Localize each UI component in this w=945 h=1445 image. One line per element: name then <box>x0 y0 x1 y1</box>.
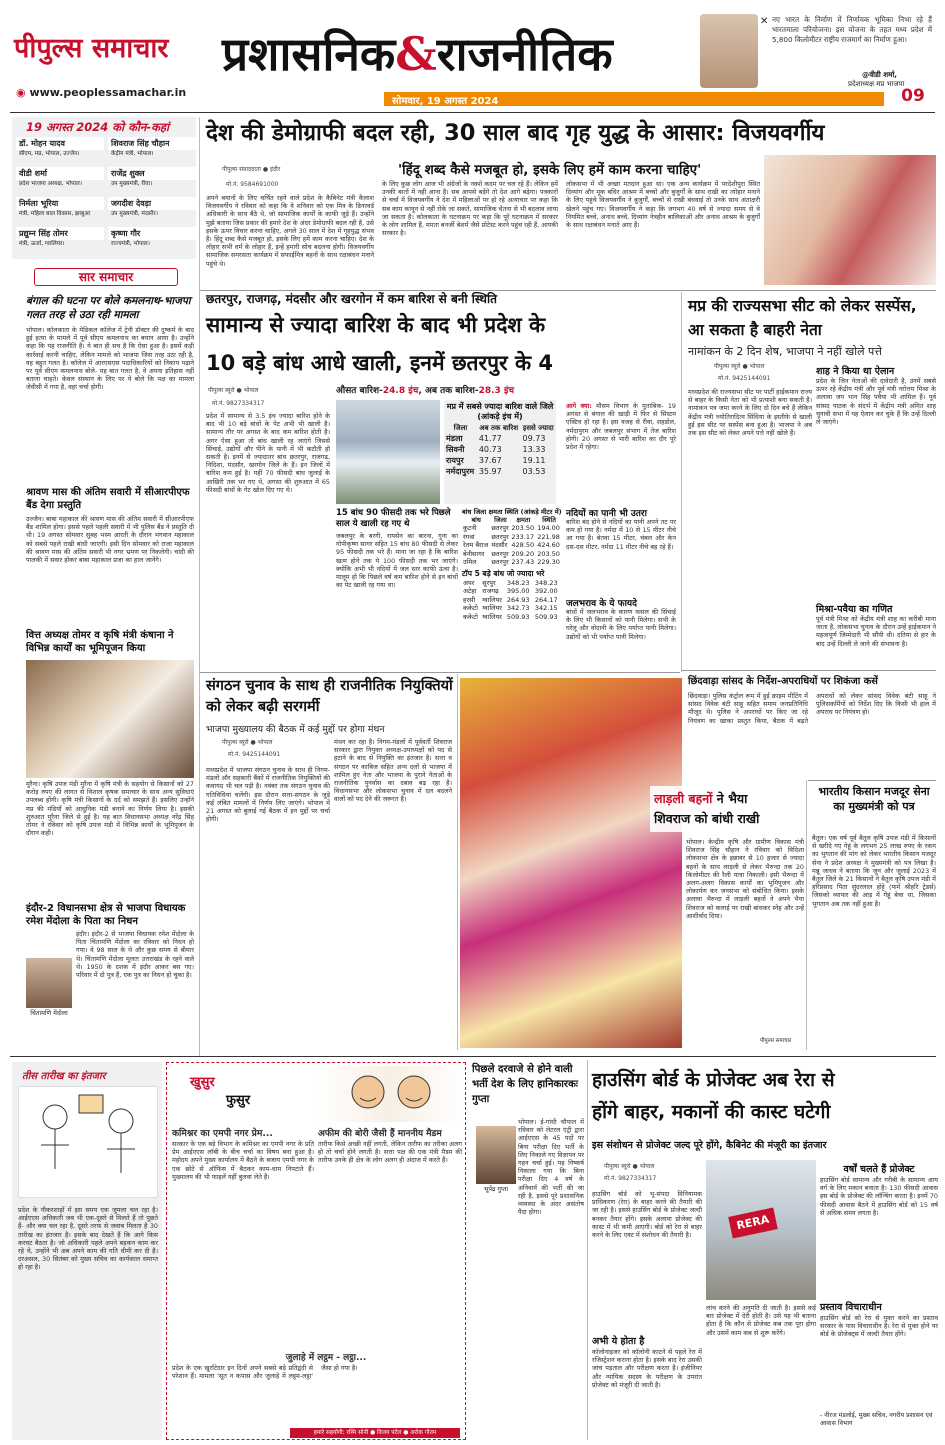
section-title-part1: प्रशासनिक <box>222 27 396 81</box>
rain-now: 28.3 इंच <box>478 386 515 396</box>
lead-photo <box>764 155 936 285</box>
housing-side-body: हाउसिंग बोर्ड सामान्य और गरीबी के सामान्य आय वर्ग के लिए मकान बनाता है। 130 फीसदी आवास इस बोर्ड के प्रोजेक्ट की लॉन्चिंग करता है। इनमें 70 फीसदी आवास बैठने में हाउसिंग बोर्ड को 15 वर्ष से अधिक समय लगता है। <box>820 1176 938 1217</box>
table-row <box>462 541 562 550</box>
saar-label: सार समाचार <box>34 268 178 286</box>
lead-col2: के लिए कुछ लोग आज भी अंग्रेजों के नक्शे कदम पर चल रहे हैं। लेकिन हमें उनकी बातों में नहीं आना है। सब आपसे बड़ेंगे तो देश आगे बढ़ेगा। पत्रकारों से चर्चा में विजयवर्गीय ने देश में महिलाओं पर हो रहे अत्याचार पर कहा कि सब काम कानून से नहीं रोके जा सकते, सामाजिक चेतना से भी बदलाव लाया जा सकता है। कोलकाता के घटनाक्रम पर कहा कि पूरे घटनाक्रम में सरकार के लोग शामिल हैं, ममता बनर्जी बेशर्म जैसे प्रोटेस्ट करने पहुंच रही हैं, आपकी सरकार है। <box>382 180 558 238</box>
section-title-amp: & <box>395 27 437 81</box>
sangathan-col1: मध्यप्रदेश में भाजपा संगठन चुनाव के साथ ही निगम-मंडलों और सहकारी बैंकों में राजनीतिक नियुक्तियों की कवायद भी चल पड़ी है। नवंबर तक संगठन चुनाव की गतिविधियां चलेंगी। इस दौरान सत्ता-संगठन के जुड़े कई लंबित मामलों में निर्णय लिए जाएंगे। भोपाल में 21 अगस्त को बुलाई गई बैठक में इन मुद्दों पर चर्चा होगी। <box>206 766 330 824</box>
forecast-text: मौसम विभाग के मुताबिक- 19 अगस्त से बंगाल की खाड़ी में फिर से सिस्टम एक्टिव हो रहा है। इस वजह से रीवा, शहडोल, नर्मदापुरम और जबलपुर संभाग में तेज बारिश होगी। 20 अगस्त से भारी बारिश का दौर पूरे प्रदेश में रहेगा। <box>566 402 676 452</box>
lead-phone: मो.नं. 9584691000 <box>226 181 279 188</box>
masthead-rule <box>10 112 935 113</box>
table-header: क्षमता <box>516 516 531 524</box>
table-cell: 41.77 <box>478 434 502 443</box>
table-cell: हरसी <box>463 595 476 604</box>
table-row <box>462 613 562 622</box>
kaun-kahan-person <box>108 167 196 195</box>
khusur-label-top: खुसुर <box>190 1075 215 1090</box>
table-cell: 348.23 <box>534 578 558 587</box>
rajyasabha-side2-body: पूर्व मंत्री मिश्रा को केंद्रीय मंत्री शाह का करीबी माना जाता है, लोकसभा चुनाव के दौरान उन्हें हाईकमान ने महत्वपूर्ण जिम्मेदारी भी सौंपी थी। दतिया से हार के बाद उन्हें दिल्ली ले जाने की संभावना है। <box>816 615 936 648</box>
khusur-cartoon <box>318 1066 462 1122</box>
table-cell: 428.50 <box>511 541 535 549</box>
dams-table3-title: टॉप 5 बड़े बांध जो ज्यादा भरे <box>462 568 545 578</box>
left-col-divider <box>199 117 200 1057</box>
person-detail: उप मुख्यमंत्री, रीवा। <box>111 181 153 187</box>
saar-headline-2: श्रावण मास की अंतिम सवारी में सीआरपीएफ बैंड देगा प्रस्तुति <box>26 487 190 511</box>
dams-sub1: 15 बांध 90 फीसदी तक भरे पिछले साल ये खाली रह गए थे <box>336 508 451 529</box>
kaun-kahan-box <box>12 117 196 259</box>
saar-headline-3: वित्त अध्यक्ष तोमर व कृषि मंत्री कंषाना ने विभिन्न कार्यों का भूमिपूजन किया <box>26 630 174 654</box>
rain-label: औसत बारिश- <box>336 386 383 396</box>
rivers-title: नदियों का पानी भी उतरा <box>566 509 647 519</box>
tweet-role: प्रदेशाध्यक्ष मप्र भाजपा <box>848 80 905 88</box>
table-cell: 194.00 <box>537 524 560 532</box>
table-cell: 03.53 <box>522 467 546 476</box>
table-cell: मंडला <box>446 434 463 443</box>
table-cell: 13.33 <box>522 445 546 454</box>
housing-sub1: अभी ये होता है <box>592 1336 645 1347</box>
ladli-headline-rest: ने भैया <box>712 791 748 806</box>
table-row <box>462 550 562 559</box>
dams-sub1-body: जबलपुर के बरगी, रायसेन का बारना, गुना का गोपीकृष्ण सागर सहित 15 बांध 80 फीसदी से लेकर 95 फीसदी तक भरे हैं। माना जा रहा है कि बारिश खत्म होने तक ये 100 फीसदी तक भर जाएंगे। क्योंकि अभी भी नदियों में जल स्तर काफी ऊंचा है। मालूम हो कि पिछले वर्ष कम बारिश होने से इन बांधों का पेट खाली रह गया था। <box>336 532 458 590</box>
bharti-body-text: भोपाल। ई-गांधी चौपाल में रविवार को लेटरल एंट्री द्वारा आईएएस के 45 पदों पर बिना परीक्षा दिए भर्ती के लिए निकाले गए विज्ञापन पर गहन चर्चा हुई। यह निष्कर्ष निकाला गया कि बिना परीक्षा दिए 4 वर्ष के अनिवार्य की भर्ती की जा रही है, इससे पूरे प्रशासनिक व्यवस्था के अंदर असंतोष पैदा होगा। <box>518 1118 584 1217</box>
bharti-body <box>472 1118 584 1438</box>
dams-table2-title: बांध जिला क्षमता स्थिति (आंकड़े मीटर में) <box>462 508 562 516</box>
khusur-item3-body: प्रदेश के एक खुर्राटेदार इन दिनों अपने सबसे बड़े प्रतिद्वंदी से परेशान हैं। मामला 'सूत न कपास और जुलाहे में लट्ठम-लट्ठा' जैसा हो गया है। <box>172 1364 358 1381</box>
table-header: स्थिति <box>542 516 556 524</box>
person-detail: मंत्री, ऊर्जा, ग्वालियर। <box>19 241 65 247</box>
table-cell: 35.97 <box>478 467 502 476</box>
housing-body: हाउसिंग बोर्ड को भू-संपदा विनियामक प्राधिकरण (रेरा) के बाहर करने की तैयारी की जा रही है। इससे हाउसिंग बोर्ड के प्रोजेक्ट जल्दी बनकर तैयार होंगे। इसके अलावा प्रोजेक्ट की कास्ट में भी कमी आएगी। बोर्ड को रेरा से बाहर करने के लिए एक्ट में संशोधन की तैयारी है। <box>592 1190 702 1240</box>
rivers-body: बारिश बंद होने से नदियों का पानी अपने तट पर कम हो गया है। नर्मदा में 10 से 15 मीटर नीचे आ गया है। बेतवा 15 मीटर, चंबल और केन दस-दस मीटर, नर्मदा 11 मीटर नीचे बह रहे हैं। <box>566 518 676 551</box>
rain-bar <box>336 384 676 398</box>
table-cell: 237.43 <box>511 558 535 566</box>
person-name: राजेंद्र शुक्ल <box>108 167 196 180</box>
table-cell: 509.93 <box>506 612 530 621</box>
center-right-divider <box>681 292 682 672</box>
table-cell: ग्वालियर <box>482 595 502 604</box>
sangathan-divider <box>457 674 458 1050</box>
chhindwara-body: छिंदवाड़ा। पुलिस कंट्रोल रूम में हुई क्राइम मीटिंग में सांसद विवेक बंटी साहू सहित समाम जनप्रतिनिधि मौजूद थे। पुलिस ने अपराधों पर किए जा रहे नियंत्रण का खाका प्रस्तुत किया, बैठक में बढ़ते अपराधों को लेकर सांसद विवेक बंटी साहू ने पुलिसकर्मियों को निर्देश दिए कि किसी भी हाल में अपराध पर नियंत्रण हो। <box>688 692 936 725</box>
table-cell: रायपुर <box>446 456 464 465</box>
table-cell: राजगढ़ <box>482 587 499 595</box>
bharti-headline: पिछले दरवाजे से होने वाली भर्ती देश के लिए हानिकारकः गुप्ता <box>472 1064 578 1105</box>
housing-side2-title: प्रस्ताव विचाराधीन <box>820 1302 882 1313</box>
rajyasabha-headline: मप्र की राज्यसभा सीट को लेकर सस्पेंस, आ सकता है बाहरी नेता <box>688 297 917 339</box>
kaun-kahan-person <box>16 167 104 195</box>
table-cell: 392.00 <box>534 587 558 595</box>
lead-byline: पीपुल्स संवाददाता ● इंदौर <box>222 166 281 173</box>
person-detail: सीएम, मप्र, भोपाल, उज्जैन। <box>19 151 80 157</box>
housing-headline-1: हाउसिंग बोर्ड के प्रोजेक्ट अब रेरा से <box>592 1069 835 1091</box>
kaun-kahan-person <box>108 227 196 255</box>
table-header: बांध <box>471 516 481 524</box>
dams-table3-grid <box>462 579 562 622</box>
khusur-footer: हमारे सहयोगी: रश्मि सोनी ● विजय पटेल ● अरोक गौतम <box>290 1428 460 1438</box>
table-row <box>462 533 562 542</box>
khusur-item3-title: जुलाहे में लट्ठम - लट्ठा... <box>285 1353 367 1363</box>
table-cell: 09.73 <box>522 434 546 443</box>
rain-sep: , अब तक बारिश- <box>418 386 479 396</box>
kisan-rule <box>808 780 936 781</box>
housing-phone: मो.नं. 9827334317 <box>604 1175 657 1182</box>
globe-icon: ◉ <box>16 86 30 99</box>
benefit-title: जलभराव के ये फायदे <box>566 599 637 609</box>
kisan-body: बैतूल। एक वर्ष पूर्व बैतूल कृषि उपज मंडी में किसानों से खरीदे गए गेहूं के लगभग 25 लाख रुपए के रकम का भुगतान की मांग को लेकर भारतीय किसान मजदूर सेना ने प्रदेश अध्यक्ष ने मुख्यमंत्री को पत्र लिखा है। मन्नू जाधव ने बताया कि जून और जुलाई 2023 में बैतूल जिले के 21 किसानों ने बैतूल कृषि उपज मंडी में हरिप्रसाद पिता सुंदरलाल होट्टे (फर्म श्रीहरि ट्रेडर्स) जिसको व्यापार की आड़ में गेहूं बेचा था, जिसका भुगतान अब तक नहीं हुआ है। <box>812 834 936 908</box>
person-detail: उप मुख्यमंत्री, मंदसौर। <box>111 211 158 217</box>
khusur-item1-body: सरकार के एक बड़े विभाग के कमिश्नर का एमपी नगर के प्रति प्रेम आईएएस लॉबी के बीच चर्चा का विषय बना हुआ है। महोदय अपने मुख्य कार्यालय में बैठने के बजाय एमपी नगर के एक छोटे से ऑफिस में बैठकर काम-धाम निपटाते हैं। मुख्यालय की भी फाइलें यहीं बुलवा लेते हैं। <box>172 1140 314 1181</box>
lead-col3: लोकसभा में भी अच्छा मतदान हुआ था। एक अन्य कार्यक्रम में परदेशीपुरा स्थित दिव्यांग और मूक बधिर आश्रम में बच्चों और बुजुर्गों के साथ राखी का त्योहार मनाने के लिए पहुंचे विजयवर्गीय ने बुजुर्गों, बच्चों से राखी बंधवाई तो उनके साथ अंताक्षरी खेलने पहुंच गए। विजयवर्गीय ने कहा कि लगभग 40 वर्ष से ज्यादा समय से वे नियमित बच्चे, अनाथ बच्चे, दिव्यांग नेत्रहीन बालिकाओं और अनाथ आश्रम के बुजुर्गों के साथ रक्षाबंधन मनाते आए हैं। <box>566 180 760 230</box>
housing-side-title: वर्षों चलते हैं प्रोजेक्ट <box>843 1164 915 1175</box>
housing-quote-person: - नीरज मंडलोई, मुख्य सचिव, नगरीय प्रशासन एवं आवास विभाग <box>820 1412 933 1427</box>
lead-quote: 'हिंदू शब्द कैसे मजबूत हो, इसके लिए हमें काम करना चाहिए' <box>398 162 702 178</box>
ladli-photo-credit: पीपुल्स समाचार <box>760 1038 792 1044</box>
kisan-divider <box>806 780 807 1050</box>
table-cell: छतरपुर <box>491 558 509 566</box>
bhoomipujan-photo <box>26 660 194 778</box>
housing-subhead: इस संशोधन से प्रोजेक्ट जल्द पूरे होंगे, कैबिनेट की मंजूरी का इंतजार <box>592 1140 827 1151</box>
housing-side2-body: हाउसिंग बोर्ड को रेरा से मुक्त करने का प्रस्ताव सरकार के पास विचाराधीन है। रेरा से मुक्त होने पर बोर्ड के प्रोजेक्ट्स में जल्दी तैयार होंगे। <box>820 1314 938 1339</box>
dams-phone: मो.नं. 9827334317 <box>212 400 265 407</box>
sangathan-phone: मो.नं. 9425144091 <box>228 751 281 758</box>
rajyasabha-phone: मो.नं. 9425144091 <box>718 375 771 382</box>
table-row <box>444 433 556 444</box>
tweet-text: नए भारत के निर्माण में निर्णायक भूमिका निभा रहे हैं भारतमाला परियोजना। इस योजना के तहत मध्य प्रदेश में 5,800 किलोमीटर राष्ट्रीय राजमार्ग का निर्माण हुआ। <box>772 15 932 44</box>
person-detail: राज्यमंत्री, भोपाल। <box>111 241 150 247</box>
table-row <box>462 596 562 605</box>
cartoon-illustration <box>18 1086 158 1198</box>
table-cell: ग्वालियर <box>482 612 502 621</box>
person-name: प्रद्युम्न सिंह तोमर <box>16 227 104 240</box>
sangathan-headline: संगठन चुनाव के साथ ही राजनीतिक नियुक्तियों को लेकर बढ़ी सरगर्मी <box>206 678 453 715</box>
table-cell: अपर <box>463 578 475 587</box>
person-name: डॉ. मोहन यादव <box>16 137 104 150</box>
sangathan-byline: पीपुल्स ब्यूरो ● भोपाल <box>222 739 273 746</box>
table-cell: छतरपुर <box>491 549 509 558</box>
rajyasabha-subhead: नामांकन के 2 दिन शेष, भाजपा ने नहीं खोले पत्ते <box>688 345 882 358</box>
khusur-faces-icon <box>318 1066 462 1122</box>
table-cell: 221.98 <box>537 532 560 541</box>
rajyasabha-body: मध्यप्रदेश की राज्यसभा सीट पर पार्टी हाईकमान राज्य से बाहर के किसी नेता को भी प्रत्याशी बना सकती है। नामांकन पत्र जमा करने के लिए दो दिन बचे हैं लेकिन केंद्रीय मंत्री ज्योतिरादित्य सिंधिया के इस्तीफे से खाली हुई इस सीट पर सस्पेंस बना हुआ है। भाजपा ने अब तक इस सीट को लेकर अपने पत्ते नहीं खोले हैं। <box>688 388 812 438</box>
dams-byline: पीपुल्स ब्यूरो ● भोपाल <box>208 387 259 394</box>
housing-col2: लांच करने की अनुमति दी जाती है। इससे कई बार प्रोजेक्ट में देरी होती है। उसे यह भी बताना होता है कि कौन से प्रोजेक्ट कब तक पूरा होगा और उसमें काम कब से शुरू करेंगे। <box>706 1304 816 1337</box>
table-cell: 264.93 <box>506 595 530 604</box>
table-cell: नर्मदापुरम <box>446 467 475 476</box>
rajyasabha-side-title: शाह ने किया था ऐलान <box>816 366 895 377</box>
kaun-kahan-person <box>108 137 196 165</box>
date-text: सोमवार, 19 अगस्त 2024 <box>392 96 499 107</box>
saar-body-4 <box>26 930 194 1040</box>
rera-sign: RERA <box>728 1207 778 1238</box>
housing-sub1-body: कॉलोनाइजर को कॉलोनी काटने से पहले रेरा में रजिस्ट्रेशन कराना होता है। इसके बाद रेरा उसकी जांच पड़ताल और परीक्षण करता है। इंजीनियर और न्यायिक सदस्य के परीक्षण के उपरांत प्रोजेक्ट को मंजूरी दी जाती है। <box>592 1348 702 1389</box>
table-cell: बेनीसागर <box>463 549 485 558</box>
table-cell: मंदसौर <box>491 541 508 549</box>
table-cell: अटेहा <box>463 587 477 595</box>
table-cell: कुटनी <box>463 524 477 532</box>
table-cell: ग्वालियर <box>482 604 502 612</box>
table-row <box>444 455 556 466</box>
section-title-part2: राजनीतिक <box>436 27 613 81</box>
x-icon: ✕ <box>760 16 769 27</box>
table-cell: 424.60 <box>537 541 560 549</box>
dams-table2 <box>462 508 562 621</box>
kaun-kahan-person <box>16 137 104 165</box>
lead-headline: देश की डेमोग्राफी बदल रही, 30 साल बाद गृह युद्ध के आसार: विजयवर्गीय <box>206 120 825 146</box>
table-cell: 37.67 <box>478 456 502 465</box>
ladli-headline-1 <box>654 790 806 807</box>
dams-kicker: छतरपुर, राजगढ़, मंदसौर और खरगोन में कम बारिश से बनी स्थिति <box>206 292 497 306</box>
kisan-headline: भारतीय किसान मजदूर सेना का मुख्यमंत्री को पत्र <box>818 785 930 813</box>
saar-body-2: उज्जैन। बाबा महाकाल की श्रावण मास की अंतिम सवारी में सीआरपीएफ बैंड शामिल होगा। इससे पहले पहली सवारी में भी पुलिस बैंड ने प्रस्तुति दी थी। 19 अगस्त सोमवार सुबह भस्म आरती के दौरान भगवान महाकाल को सबसे पहले राखी बांधी जाएगी। इसी दिन सोमवार को राजा महाकाल की श्रावण मास की अंतिम सवारी भी नगर भ्रमण पर निकलेगी। चांदी की पालकी में सवार होकर बाबा महाकाल प्रजा का हाल जानेंगे। <box>26 515 194 565</box>
table-cell: ककेटो <box>463 612 478 621</box>
saar-body-4-text: इंदौर। इंदौर-2 से भाजपा विधायक रमेश मेंदोला के पिता चिंतामणि मेंदोला का रविवार को निधन हो गया। वे 98 साल के थे और कुछ समय से बीमार थे। चिंतामणि मेंदोला मूलतः उत्तराखंड के रहने वाले थे। 1950 के दशक में इंदौर आकर बस गए। परिवार में दो पुत्र हैं, एक पुत्र का निधन हो चुका है। <box>76 930 194 980</box>
website-link[interactable] <box>16 86 186 99</box>
housing-divider <box>587 1060 588 1440</box>
person-detail: प्रदेश भाजपा अध्यक्ष, भोपाल। <box>19 181 82 187</box>
lead-col1: अपने बयानों के लिए चर्चित रहने वाले प्रदेश के कैबिनेट मंत्री कैलाश विजयवर्गीय ने रविवार को कहा कि वे शनिवार को एक मित्र के डिनरवर्ड अधिकारी के साथ बैठे थे, जो सामाजिक कार्यों के काफी जुड़े हैं। उन्होंने मुझे बताया जिस प्रकार की हमारे देश के अंदर डेमोग्राफी बदल रही है, उसे इसके ऊपर विचार करना चाहिए, अगले 30 साल में देश में गृहयुद्ध संभव है। हिंदू शब्द कैसे मजबूत हो, इसके लिए हमें काम करना चाहिए। देश के लोहार सभी धर्म के लोहार हैं, इन्हें हमारी सोच बदलना होगी। विजयवर्गीय सामाजिक समरसता कार्यक्रम में सफाईमित्र बहनों के साथ रक्षाबंधन मनाने पहुंचे थे। <box>206 194 374 268</box>
sangathan-rule <box>200 672 680 673</box>
kaun-kahan-person <box>108 197 196 225</box>
table-row <box>444 466 556 477</box>
dam-photo <box>336 400 440 504</box>
ladli-photo <box>460 678 682 1048</box>
masthead <box>0 0 945 112</box>
sangathan-subhead: भाजपा मुख्यालय की बैठक में कई मुद्दों पर होगा मंथन <box>206 724 385 735</box>
tweet-avatar <box>700 14 758 88</box>
person-name: वीडी शर्मा <box>16 167 104 180</box>
brand-logo[interactable]: पीपुल्स समाचार <box>14 33 169 64</box>
rain-table-box <box>444 400 556 504</box>
chhindwara-headline: छिंदवाड़ा सांसद के निर्देश-अपराधियों पर शिकंजा कसें <box>688 676 878 687</box>
table-cell: 395.00 <box>506 587 530 595</box>
table-header: इससे ज्यादा <box>522 424 554 432</box>
section-title <box>222 22 613 84</box>
website-text: www.peoplessamachar.in <box>29 86 187 99</box>
table-cell: 229.30 <box>537 558 560 566</box>
table-cell: 509.93 <box>534 612 558 621</box>
table-cell: छतरपुर <box>491 524 509 532</box>
sangathan-col2: मंथन कर रहा है। निगम-मंडलों में पूर्ववर्ती शिवराज सरकार द्वारा नियुक्त अध्यक्ष-उपाध्यक्षों को पद से हटाने के बाद से नियुक्ति का इंतजार है। सत्ता व संगठन पर काबिज सहित अन्य दलों से भाजपा में शामिल हुए नेता और भाजपा के पुराने नेताओं के राजनीतिक पुनर्वास का दबाव बढ़ रहा है। विधानसभा और लोकसभा चुनाव में दल बदलने वालों को पद देने की जरूरत है। <box>334 738 452 804</box>
bottom-section-rule <box>10 1056 936 1057</box>
table-row <box>462 524 562 533</box>
bharti-photo-caption: भूपेंद्र गुप्ता <box>483 1186 509 1193</box>
dams-headline-2: 10 बड़े बांध आधे खाली, इनमें छतरपुर के 4 <box>206 351 553 375</box>
table-header: जिला <box>494 516 507 524</box>
ladli-headline-2: शिवराज को बांधी राखी <box>654 811 760 826</box>
table-header: अब तक बारिश <box>479 424 519 432</box>
table-cell: सुरपुर <box>482 578 496 587</box>
table-header: जिला <box>453 424 468 432</box>
table-cell: 264.17 <box>534 595 558 604</box>
rajyasabha-side2-title: मिश्रा-पवैया का गणित <box>816 604 893 615</box>
rain-table-title: मप्र में सबसे ज्यादा बारिश वाले जिले (आंकड़े इंच में) <box>446 402 554 421</box>
housing-byline: पीपुल्स ब्यूरो ● भोपाल <box>604 1163 655 1170</box>
tweet-handle: @वीडी शर्मा, <box>862 70 898 79</box>
person-detail: केंद्रीय मंत्री, भोपाल। <box>111 151 154 157</box>
table-cell: 203.50 <box>537 549 560 558</box>
person-name: जगदीश देवड़ा <box>108 197 196 210</box>
rain-table <box>444 424 556 477</box>
kaun-kahan-person <box>16 227 104 255</box>
table-cell: 40.73 <box>478 445 502 454</box>
forecast-label: आगे क्या: <box>566 402 592 410</box>
saar-headline-1: बंगाल की घटना पर बोले कमलनाथ-भाजपा गलत तरह से उठा रही मामला <box>26 295 191 321</box>
table-cell: 209.20 <box>511 549 535 558</box>
person-name: निर्मला भूरिया <box>16 197 104 210</box>
cartoon-figures-icon <box>19 1087 158 1198</box>
cartoon-caption: प्रदेश के नौकरशाहों में इस समय एक जुमला चल रहा है। आईएएस अधिकारी जब भी एक-दूसरे से मिलते हैं तो पूछते हैं- और क्या चल रहा है, दूसरे तरफ से जवाब मिलता है 30 तारीख का इंतजार है। इसके बाद देखते हैं कि आगे किस करवट बैठता है। जो अधिकारी पहले अपने बड़कन काम कर रहे थे, उन्होंने भी अब अपने काम की गति धीमी कर दी है। दरअसल, 30 सितंबर को मुख्य सचिव का कार्यकाल समाप्त हो रहा है। <box>18 1206 158 1272</box>
table-row <box>444 444 556 455</box>
table-cell: 342.15 <box>534 604 558 612</box>
table-row <box>462 604 562 613</box>
person-detail: मंत्री, महिला बाल विकास, झाबुआ <box>19 211 91 217</box>
table-cell: उमिल <box>463 558 477 566</box>
table-cell: ककेटो <box>463 604 478 612</box>
table-cell: छतरपुर <box>491 532 509 541</box>
table-cell: 19.11 <box>522 456 546 465</box>
kaun-kahan-person <box>16 197 104 225</box>
saar-body-1: भोपाल। कोलकाता के मेडिकल कॉलेज में ट्रेनी डॉक्टर की दुष्कर्म के बाद हुई हत्या के मामले में पूर्व सीएम कमलनाथ का बयान आया है। उन्होंने कहा कि यह राजनीति है। ये बात ही सच है कि ऐसा हुआ है। इसमें कड़ी कार्रवाई करनी चाहिए, लेकिन मामले को भाजपा जिस तरह उठा रही है, वह बहुत गलत है। कॉलेज में आरएसएस पदाधिकारियों को निकाय पढ़ाने पर पूर्व सीएम कमलनाथ बोले- यह बात गलत है, वे अपना इतिहास नहीं बताना चाहते। केवल संस्थान के लिए पर ये बोले कि पक्ष का मामला जेवीसी में गया है, वहां चर्चा होगी। <box>26 326 194 392</box>
khusur-item2-body: तारीफ किसे अच्छी नहीं लगती, लेकिन तारीफ का तरीका अलग हो तो चर्चा होने लगती है। सत्ता पक्ष की एक मंत्री मैडम की तारीफ उनके ही क्षेत्र के लोग अलग ही अंदाज में करते हैं। <box>318 1140 462 1165</box>
khusur-item2-title: अफीम की बोरी जैसी हैं माननीय मैडम <box>318 1129 442 1139</box>
page-number: 09 <box>901 86 925 106</box>
chhindwara-rule <box>682 670 936 671</box>
dams-forecast <box>566 402 676 502</box>
saar-headline-4: इंदौर-2 विधानसभा क्षेत्र से भाजपा विधायक रमेश मेंदोला के पिता का निधन <box>26 903 186 927</box>
table-cell: 233.17 <box>511 532 535 541</box>
kaun-kahan-title: 19 अगस्त 2024 को कौन-कहां <box>26 120 170 134</box>
table-cell: 203.50 <box>511 524 535 532</box>
benefit-body: बांधों में जलभराव के कारण फसल की सिंचाई के लिए भी किसानों को पानी मिलेगा। सभी के घरेलू और वोदानी के लिए पर्याप्त पानी मिलेगा। उद्योगों को भी पर्याप्त पानी मिलेगा। <box>566 608 676 641</box>
rain-avg: 24.8 इंच <box>382 386 419 396</box>
table-cell: सिवनी <box>446 445 465 454</box>
table-cell: 348.23 <box>506 578 530 587</box>
saar-caption-3: मुरैना। कृषि उपज मंडी मुरैना में कृषि मंत्री के सहयोग से किसानों को 27 करोड़ रुपए की लागत से विशाल कृषक समाचार के साथ अन्य सुविधाएं उपलब्ध होंगी। कृषि मंत्री किसानों के दर्द को समझते हैं। इसलिए उन्होंने मप्र की मंडियों को आधुनिक मंडी बनाने का निर्णय लिया है। इसकी शुरुआत मुरैना जिले से हुई है। यह बात विधानसभा अध्यक्ष नरेंद्र सिंह तोमर ने रविवार को कृषि उपज मंडी में विभिन्न कार्यों के भूमिपूजन के दौरान कही। <box>26 780 194 838</box>
housing-headline-2: होंगे बाहर, मकानों की कास्ट घटेगी <box>592 1101 831 1123</box>
mendola-photo-caption: चिंतामणि मेंदोला <box>30 1010 68 1017</box>
dams-table2-grid <box>462 516 562 567</box>
table-row <box>462 587 562 596</box>
person-name: शिवराज सिंह चौहान <box>108 137 196 150</box>
dams-headline-1: सामान्य से ज्यादा बारिश के बाद भी प्रदेश के <box>206 313 546 337</box>
table-cell: 342.73 <box>506 604 530 612</box>
dams-body: प्रदेश में सामान्य से 3.5 इंच ज्यादा बारिश होने के बाद भी 10 बड़े बांधों के पेट अभी भी खाली है। सामान्य तौर पर अगस्त के बाद कम बारिश होती है। अगर ऐसा हुआ तो बांध खाली रह जाएंगे जिससे सिंचाई, उद्योगों और पीने के पानी में भी कटौती हो सकती है। इनमें से ज्यादातर बांध छतरपुर, राजगढ़, निदिशा, मंदसौर, खरगोन जिले के हैं। इन जिलों में बारिश कम हुई है। यहीं 70 फीसदी बांध जुलाई के आखिरी तक भर गए थे, अगस्त की शुरुआत में 65 फीसदी बांधों के गेट खोल दिए गए थे। <box>206 412 330 494</box>
table-cell: रंगवां <box>463 532 475 541</box>
person-name: कृष्णा गौर <box>108 227 196 240</box>
table-row <box>462 558 562 567</box>
table-cell: रेतम बैराज <box>463 541 489 549</box>
cartoon-tag: तीस तारीख का इंतजार <box>22 1071 106 1082</box>
rajyasabha-side-body: प्रदेश के जिन नेताओं की दावेदारी है, उनमें सबसे ऊपर रहे केंद्रीय मंत्री और पूर्व मंत्री नरोत्तम मिश्रा के अलावा जय भान सिंह पवैया भी शामिल हैं। पूर्व सांसद पाठक के संदर्भ में केंद्रीय मंत्री अमित शाह चुनावी सभा में यह ऐलान कर चुके हैं कि उन्हें दिल्ली ले जाएंगे। <box>816 377 936 427</box>
ladli-headline-red: लाड़ली बहनों <box>654 791 713 806</box>
ladli-body: भोपाल। केन्द्रीय कृषि और ग्रामीण विकास मंत्री शिवराज सिंह चौहान ने रविवार को विदिशा लोकसभा क्षेत्र के इछावर से 10 हजार से ज्यादा बहनों के साथ लाड़ली से लेकर भैरुन्दा तक 20 किलोमीटर की रैली यात्रा निकाली। इसी भैरुन्दा में अलग-अलग विकास कार्यों का भूमिपूजन और लोकार्पण कर जनसभा को संबोधित किया। इसके अलावा भैरुन्दा में लाड़ली बहनों ने अपने भैया शिवराज को कलाई पर राखी बांधकर स्नेह और उन्हें आशीर्वाद दिया। <box>686 838 804 1034</box>
khusur-label-bottom: फुसुर <box>226 1093 251 1108</box>
table-row <box>462 579 562 588</box>
rajyasabha-byline: पीपुल्स ब्यूरो ● भोपाल <box>714 363 765 370</box>
khusur-item1-title: कमिश्नर का एमपी नगर प्रेम... <box>172 1128 273 1139</box>
